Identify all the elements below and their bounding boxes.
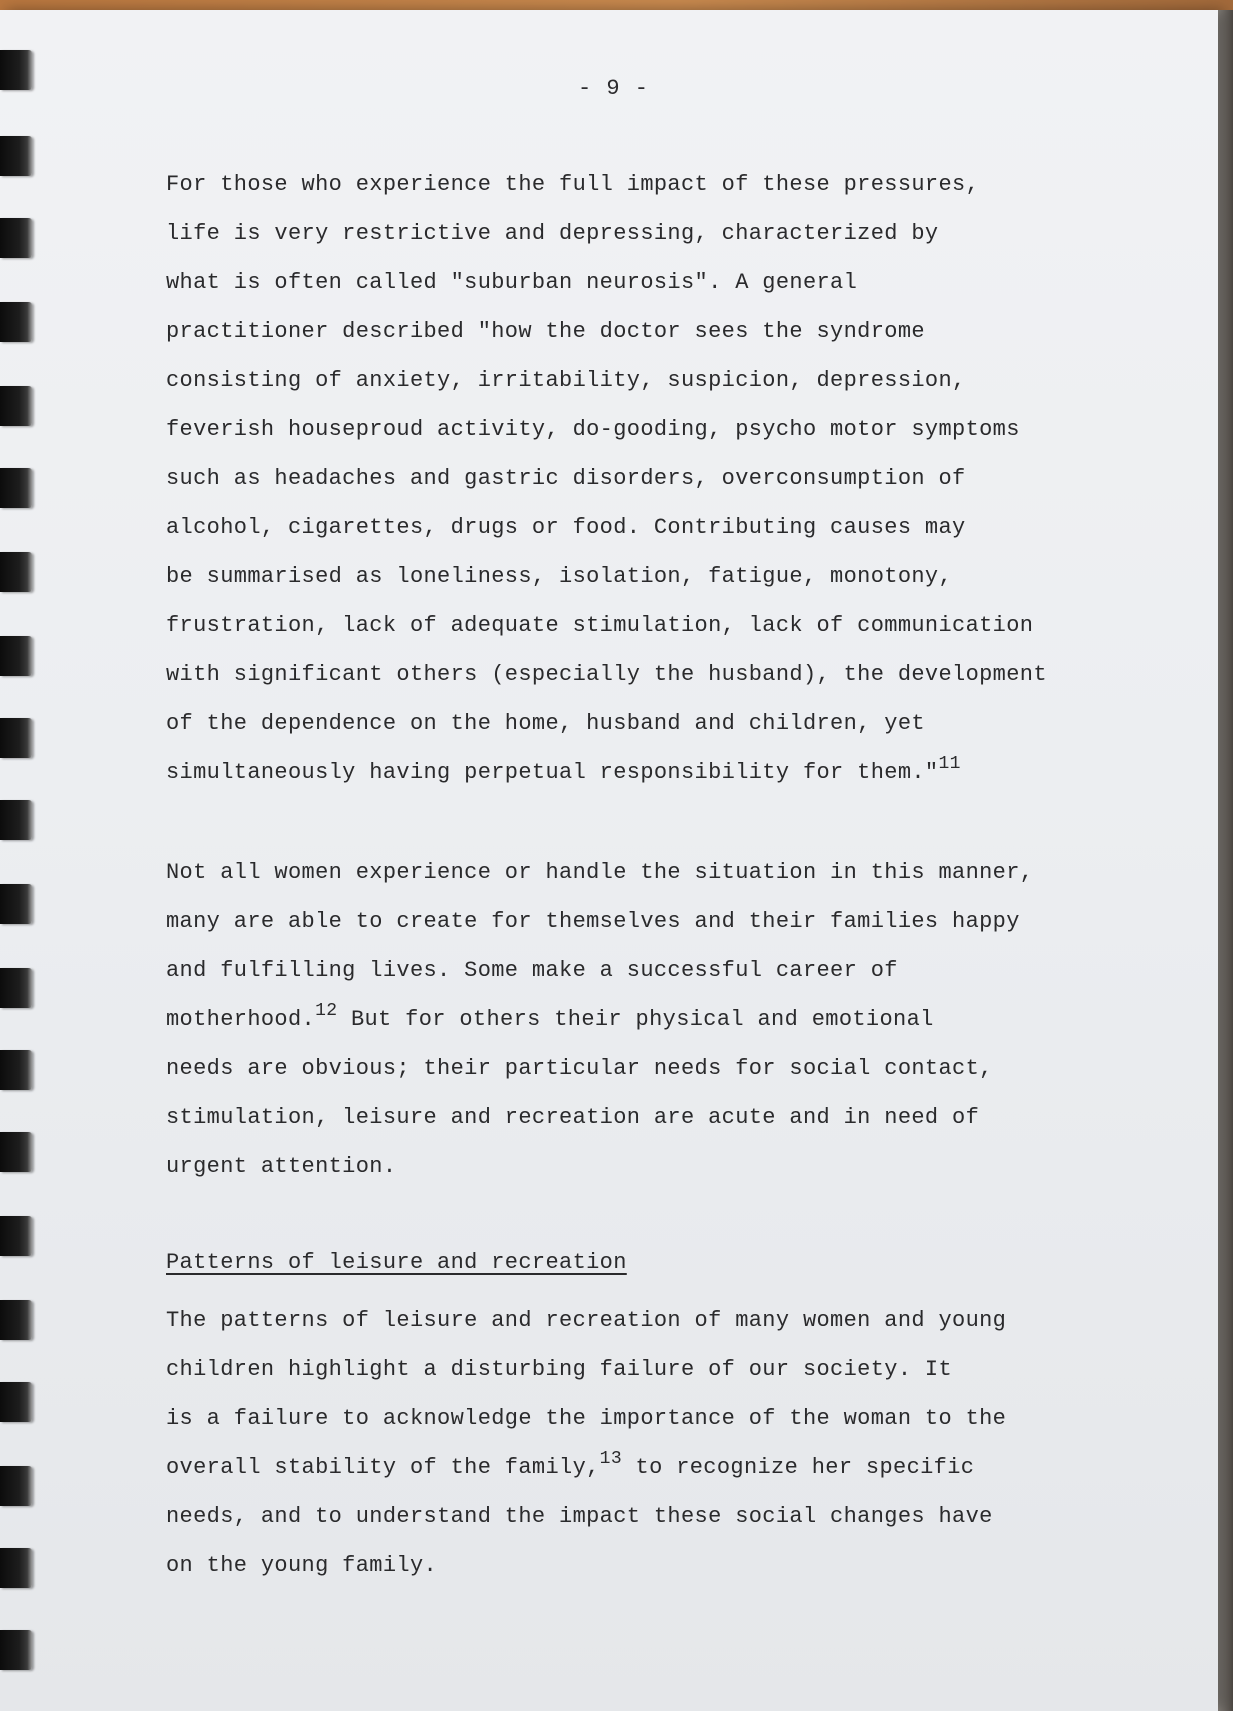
- binding-ring: [0, 1132, 32, 1172]
- binding-ring: [0, 136, 32, 176]
- binding-ring: [0, 718, 32, 758]
- paragraph-suburban-neurosis: [166, 160, 1176, 797]
- text-line: is a failure to acknowledge the importance of the woman to the: [166, 1406, 1007, 1431]
- binding-ring: [0, 968, 32, 1008]
- paragraph-not-all-women: [166, 848, 1176, 1191]
- binding-ring: [0, 1382, 32, 1422]
- binding-ring: [0, 1300, 32, 1340]
- text-line: of the dependence on the home, husband and children, yet: [166, 711, 925, 736]
- binding-ring: [0, 1216, 32, 1256]
- footnote-marker: 12: [315, 1000, 338, 1021]
- text-line: [166, 995, 1176, 1044]
- text-line: such as headaches and gastric disorders, overconsumption of: [166, 466, 966, 491]
- text-line: [166, 1443, 1176, 1492]
- text-line: needs are obvious; their particular needs for social contact,: [166, 1056, 993, 1081]
- text-line-content: to recognize her specific: [621, 1455, 975, 1480]
- paragraph-patterns-of-leisure: [166, 1296, 1176, 1590]
- binding-ring: [0, 218, 32, 258]
- binding-ring: [0, 552, 32, 592]
- text-line-content: overall stability of the family,: [166, 1455, 600, 1480]
- text-line: urgent attention.: [166, 1154, 397, 1179]
- binding-ring: [0, 1050, 32, 1090]
- binding-ring: [0, 1548, 32, 1588]
- text-line: and fulfilling lives. Some make a successful career of: [166, 958, 898, 983]
- spiral-binding: [0, 0, 40, 1711]
- text-line: consisting of anxiety, irritability, suspicion, depression,: [166, 368, 966, 393]
- binding-ring: [0, 468, 32, 508]
- binding-ring: [0, 636, 32, 676]
- footnote-marker: 11: [938, 753, 961, 774]
- text-line: with significant others (especially the husband), the development: [166, 662, 1047, 687]
- binding-ring: [0, 1466, 32, 1506]
- text-line: Not all women experience or handle the situation in this manner,: [166, 860, 1034, 885]
- text-line: on the young family.: [166, 1553, 438, 1578]
- text-line: needs, and to understand the impact these social changes have: [166, 1504, 993, 1529]
- text-line: alcohol, cigarettes, drugs or food. Contributing causes may: [166, 515, 966, 540]
- page-number: - 9 -: [578, 76, 650, 101]
- text-line: practitioner described "how the doctor sees the syndrome: [166, 319, 925, 344]
- binding-ring: [0, 1630, 32, 1670]
- text-line-content: But for others their physical and emotional: [337, 1007, 934, 1032]
- binding-ring: [0, 50, 32, 90]
- text-line: children highlight a disturbing failure of our society. It: [166, 1357, 953, 1382]
- text-line: many are able to create for themselves and their families happy: [166, 909, 1020, 934]
- text-line: The patterns of leisure and recreation of many women and young: [166, 1308, 1007, 1333]
- text-line: what is often called "suburban neurosis". A general: [166, 270, 858, 295]
- text-line: frustration, lack of adequate stimulation, lack of communication: [166, 613, 1034, 638]
- section-heading: Patterns of leisure and recreation: [166, 1250, 627, 1275]
- footnote-marker: 13: [599, 1448, 622, 1469]
- text-line: stimulation, leisure and recreation are acute and in need of: [166, 1105, 980, 1130]
- text-line: For those who experience the full impact of these pressures,: [166, 172, 980, 197]
- text-line: be summarised as loneliness, isolation, fatigue, monotony,: [166, 564, 953, 589]
- text-line: [166, 748, 1176, 797]
- text-line-content: motherhood.: [166, 1007, 316, 1032]
- binding-ring: [0, 386, 32, 426]
- binding-ring: [0, 800, 32, 840]
- text-line: feverish houseproud activity, do-gooding, psycho motor symptoms: [166, 417, 1020, 442]
- binding-ring: [0, 884, 32, 924]
- text-line: life is very restrictive and depressing, characterized by: [166, 221, 939, 246]
- binding-ring: [0, 302, 32, 342]
- page-edge-shadow: [1218, 10, 1233, 1711]
- text-line-content: simultaneously having perpetual responsibility for them.": [166, 760, 939, 785]
